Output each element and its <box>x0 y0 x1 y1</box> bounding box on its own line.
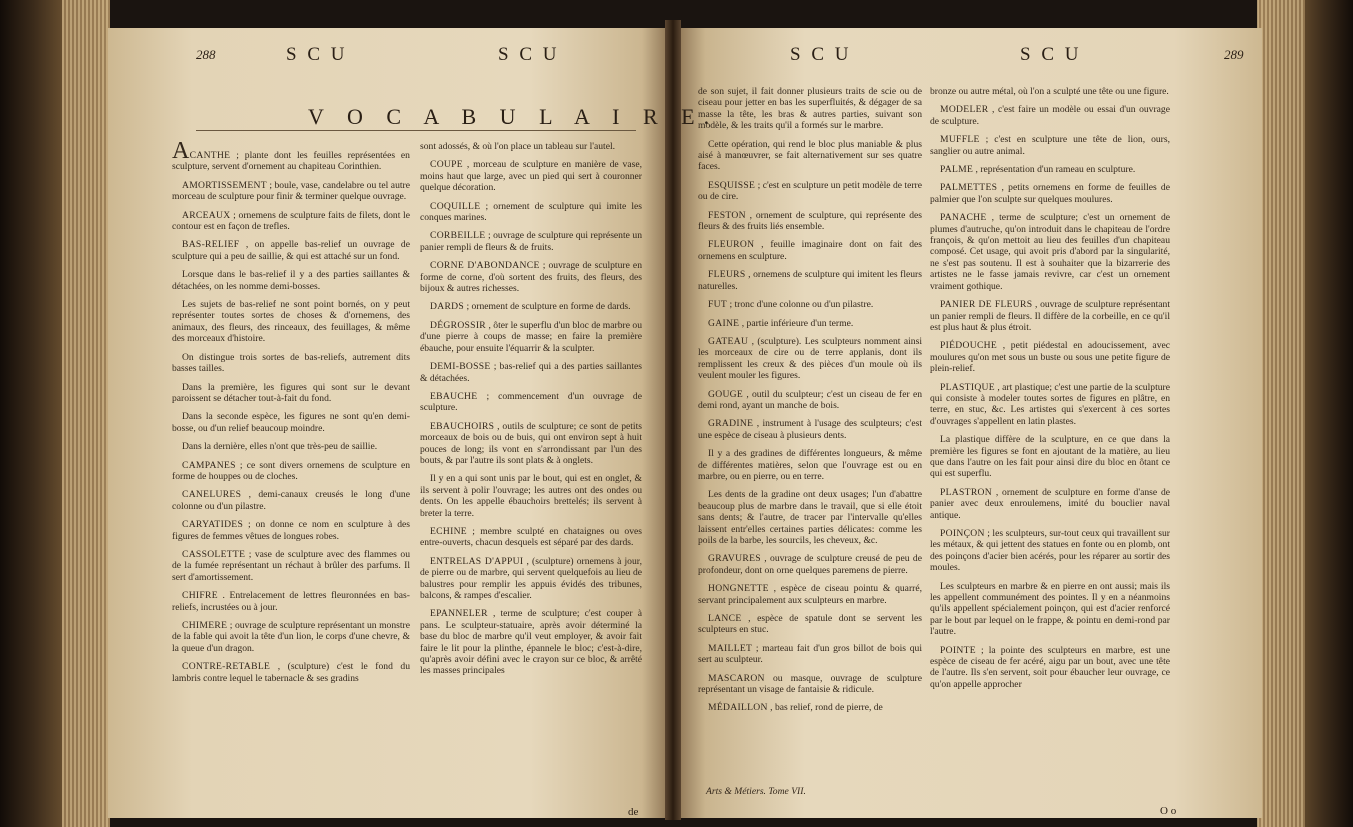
entry-paragraph <box>698 389 922 412</box>
entry-paragraph <box>930 382 1170 428</box>
entry-term: PLASTRON <box>940 486 992 498</box>
entry-paragraph <box>420 201 642 224</box>
entry-text: , petit piédestal en adoucissement, avec moulures qu'on met sous un buste ou sous une petite figure de plein-relief. <box>930 340 1171 375</box>
entry-text: , c'est faire un modèle ou essai d'un ouvrage de sculpture. <box>930 104 1170 127</box>
entry-paragraph <box>930 212 1170 292</box>
entry-text: , morceau de sculpture en manière de vase, moins haut que large, avec un pied qui sert à couronner quelque décoration. <box>420 159 642 194</box>
left-header-left: S C U <box>286 44 348 65</box>
entry-paragraph <box>930 487 1170 521</box>
entry-text: Les sculpteurs en marbre & en pierre en ont aussi; mais ils les appellent communément des pointes. Il y en a néanmoins qu'ils appellent spécialement poinçon, qui est d'acier renforcé par le bout par lequel on le frappe, & pointu en demi-rond par l'autre. <box>930 580 1170 638</box>
entry-paragraph <box>172 661 410 684</box>
entry-paragraph <box>930 528 1170 574</box>
entry-text: ; commencement d'un ouvrage de sculpture. <box>420 390 642 414</box>
entry-paragraph <box>420 556 642 602</box>
entry-text: , terme de sculpture; c'est un ornement de plumes d'autruche, qu'on introduit dans le chapiteau de l'ordre françois, & qu'on mettoit au lieu des feuilles d'un chapiteau composé. Cet usage, qui avoit pris d'abord par la singularité, ne s'est pas soutenu. Il est à souhaiter que la bizarrerie des artistes ne le fasse jamais revivre, car c'est un ornement vraiment gothique. <box>930 212 1170 292</box>
entry-term: PALME <box>940 164 974 176</box>
entry-term: LANCE <box>708 613 742 625</box>
left-column-1 <box>172 138 411 809</box>
entry-text: ; tronc d'une colonne ou d'un pilastre. <box>729 299 874 311</box>
entry-term: GAINE <box>708 317 740 329</box>
entry-term: ECHINE <box>430 525 467 537</box>
volume-footer: Arts & Métiers. Tome VII. <box>706 786 806 797</box>
entry-term: CORBEILLE <box>430 230 486 242</box>
entry-term: COUPE <box>430 159 463 171</box>
entry-term: PANACHE <box>940 212 987 224</box>
entry-text: . Entrelacement de lettres fleuronnées en bas-reliefs, incrustées ou à jour. <box>172 590 410 613</box>
entry-paragraph <box>172 299 410 345</box>
catchword: de <box>628 806 639 818</box>
entry-term: CHIFRE <box>182 590 218 602</box>
entry-term: CASSOLETTE <box>182 548 246 560</box>
entry-text: Il y en a qui sont unis par le bout, qui est en onglet, & ils servent à polir l'ouvrage; les autres ont des ondes ou dents. On les appelle ébauchoirs brettelés; ils servent à breter la terre. <box>420 473 642 519</box>
entry-text: de son sujet, il fait donner plusieurs traits de scie ou de ciseau pour jetter en bas les superfluités, & dégager de sa masse la tête, les bras & autres parties, suivant son modèle, & les traits qu'il a formés sur le marbre. <box>698 86 922 132</box>
entry-term: DARDS <box>430 301 465 313</box>
entry-text: ; ouvrage de sculpture représentant un monstre de la fable qui avoit la tête d'un lion, le corps d'une chevre, & la queue d'un dragon. <box>172 620 410 654</box>
entry-text: bronze ou autre métal, où l'on a sculpté une tête ou une figure. <box>930 86 1169 97</box>
entry-paragraph <box>698 336 922 382</box>
entry-text: ; membre sculpté en chataignes ou oves entre-ouverts, chacun desquels est séparé par des dards. <box>420 525 642 549</box>
entry-term: ARCEAUX <box>182 209 231 221</box>
entry-text: ; ornement de sculpture qui imite les conques marines. <box>420 200 643 224</box>
entry-paragraph <box>698 86 922 132</box>
entry-term: MÉDAILLON <box>708 702 768 714</box>
entry-term: PALMETTES <box>940 182 998 194</box>
entry-text: Les sujets de bas-relief ne sont point bornés, on y peut représenter toutes sortes de choses & d'ornemens, des animaux, des fleurs, des rinceaux, des feuillages, & même des morceaux d'histoire. <box>172 299 410 345</box>
entry-term: PLASTIQUE <box>940 381 995 393</box>
entry-paragraph <box>698 553 922 576</box>
signature-mark: O o <box>1160 805 1177 817</box>
entry-paragraph <box>172 549 410 583</box>
entry-paragraph <box>420 473 642 519</box>
entry-paragraph <box>698 299 922 310</box>
entry-paragraph <box>930 164 1170 175</box>
entry-term: GRAVURES <box>708 553 761 565</box>
entry-term: BAS-RELIEF <box>182 239 240 251</box>
entry-paragraph <box>930 182 1170 205</box>
entry-paragraph <box>172 620 410 654</box>
entry-paragraph <box>420 260 642 294</box>
entry-text: ; les sculpteurs, sur-tout ceux qui travaillent sur les métaux, & qui jettent des statues en fonte ou en plomb, ont des poinçons d'acier bien acérés, pour les réparer au sortir des moules. <box>930 528 1170 574</box>
entry-term: GATEAU <box>708 335 749 347</box>
entry-text: ; ouvrage de sculpture en forme de corne, d'où sortent des fruits, des fleurs, des bijoux & autres richesses. <box>420 260 642 295</box>
entry-text: , instrument à l'usage des sculpteurs; c'est une espèce de ciseau à plusieurs dents. <box>698 418 922 441</box>
left-header-right: S C U <box>498 44 560 65</box>
entry-term: HONGNETTE <box>708 583 769 595</box>
left-page-number: 288 <box>196 47 216 62</box>
entry-text: ou masque, ouvrage de sculpture représentant un visage de fantaisie & ridicule. <box>698 672 923 696</box>
entry-paragraph <box>172 460 410 483</box>
entry-term: POINÇON <box>940 528 985 539</box>
entry-term: CAMPANES <box>182 459 236 471</box>
entry-paragraph <box>172 138 410 173</box>
entry-term: COQUILLE <box>430 200 481 212</box>
vocabulary-title: V O C A B U L A I R E. <box>308 104 719 129</box>
entry-text: On distingue trois sortes de bas-reliefs, autrement dits basses tailles. <box>172 351 410 375</box>
entry-paragraph <box>172 441 410 452</box>
drop-letter: A <box>172 138 190 164</box>
entry-term: PIÉDOUCHE <box>940 340 998 352</box>
entry-term: AMORTISSEMENT <box>182 179 267 191</box>
entry-term: FUT <box>708 299 728 311</box>
entry-text: , espèce de ciseau pointu & quarré, servant principalement aux sculpteurs en marbre. <box>698 583 922 606</box>
title-rule <box>196 130 636 131</box>
entry-text: , terme de sculpture; c'est couper à pans. Le sculpteur-statuaire, après avoir déterminé la base du bloc de marbre qu'il veut employer, & avoir fait faire le lit pour la plinthe, épannele le bloc; c'est-à-dire, qu'après avoir défini avec le crayon sur ce bloc, & arrêté les masses principales <box>420 608 642 677</box>
entry-paragraph <box>420 301 642 312</box>
entry-paragraph <box>172 519 410 542</box>
entry-text: , (sculpture) ornemens à jour, de pierre ou de marbre, qui servent quelquefois au lieu de balustres pour remplir les appuis évidés des tribunes, balcons, & rampes d'escalier. <box>420 555 642 601</box>
entry-text: ; la pointe des sculpteurs en marbre, est une espèce de ciseau de fer acéré, aigu par un bout, avec une tête de l'autre. Ils s'en servent, soit pour ébaucher leur ouvrage, ce qu'on appelle approcher <box>930 644 1170 690</box>
entry-text: , demi-canaux creusés le long d'une colonne ou d'un pilastre. <box>172 489 410 512</box>
entry-term: ENTRELAS D'APPUI <box>430 555 524 567</box>
entry-text: , on appelle bas-relief un ouvrage de sculpture qui a peu de saillie, & qui est attaché sur un fond. <box>172 239 410 262</box>
entry-text: Cette opération, qui rend le bloc plus maniable & plus aisé à manœuvrer, se fait alternativement sur ses quatre faces. <box>698 138 922 173</box>
entry-text: ; vase de sculpture avec des flammes ou de la fumée représentant un réchaut à brûler des parfums. Il sert d'amortissement. <box>172 548 410 583</box>
entry-term: FESTON <box>708 209 746 221</box>
entry-paragraph <box>698 489 922 546</box>
entry-text: , (sculpture). Les sculpteurs nomment ainsi les morceaux de cire ou de terre applanis, dont ils remplissent les creux & des pièces d'un moule où ils veulent mouler les figures. <box>698 335 922 382</box>
entry-text: , art plastique; c'est une partie de la sculpture qui consiste à modeler toutes sortes de figures en plâtre, en terre, en stuc, &c. Les artistes qui s'exercent à ces sortes d'ouvrages s'appellent en latin plastes. <box>930 381 1170 427</box>
book-gutter <box>665 20 681 820</box>
entry-term: MODELER <box>940 104 989 116</box>
entry-text: , feuille imaginaire dont on fait des ornemens en sculpture. <box>698 239 922 262</box>
entry-paragraph <box>172 590 410 613</box>
right-column-2 <box>930 86 1170 800</box>
entry-term: POINTE <box>940 644 976 656</box>
entry-paragraph <box>698 239 922 262</box>
entry-term: CORNE D'ABONDANCE <box>430 260 540 272</box>
entry-paragraph <box>420 230 642 253</box>
entry-paragraph <box>930 86 1170 97</box>
entry-term: EPANNELER <box>430 608 488 620</box>
entry-text: , ouvrage de sculpture représentant un panier rempli de fleurs. Il diffère de la corbeille, en ce qu'il est plus haut & plus étroit. <box>930 299 1171 333</box>
entry-term: CANELURES <box>182 489 242 501</box>
entry-text: ; c'est en sculpture un petit modèle de terre ou de cire. <box>698 179 922 203</box>
entry-paragraph <box>420 141 642 152</box>
entry-term: EBAUCHOIRS <box>430 420 495 432</box>
entry-text: , outil du sculpteur; c'est un ciseau de fer en demi rond, ayant un manche de bois. <box>698 388 923 411</box>
entry-text: , représentation d'un rameau en sculpture. <box>975 164 1136 176</box>
entry-term <box>172 138 231 164</box>
entry-text: , ôter le superflu d'un bloc de marbre ou d'une pierre à coups de masse; en faire la première ébauche, pour ensuite l'équarrir & la sculpter. <box>420 319 642 354</box>
entry-paragraph <box>172 210 410 233</box>
entry-paragraph <box>172 411 410 434</box>
entry-text: , bas relief, rond de pierre, de <box>770 702 883 714</box>
right-page-number: 289 <box>1224 47 1244 62</box>
entry-text: ; marteau fait d'un gros billot de bois qui sert au sculpteur. <box>698 642 922 666</box>
entry-paragraph <box>420 320 642 354</box>
entry-paragraph <box>698 139 922 173</box>
entry-paragraph <box>172 269 410 292</box>
entry-text: , partie inférieure d'un terme. <box>741 317 854 329</box>
entry-paragraph <box>172 382 410 405</box>
entry-term: MUFFLE <box>940 134 980 146</box>
entry-term: FLEURS <box>708 269 746 281</box>
entry-paragraph <box>420 526 642 549</box>
entry-paragraph <box>930 581 1170 638</box>
entry-text: Dans la dernière, elles n'ont que très-peu de saillie. <box>182 441 378 453</box>
entry-paragraph <box>930 104 1170 127</box>
entry-term: ESQUISSE <box>708 179 756 191</box>
right-page-edges <box>1257 0 1305 827</box>
entry-paragraph <box>698 269 922 292</box>
entry-term: DEMI-BOSSE <box>430 361 491 373</box>
entry-paragraph <box>698 448 922 482</box>
entry-paragraph <box>420 361 642 384</box>
entry-text: ; ouvrage de sculpture qui représente un panier rempli de fleurs & de fruits. <box>420 230 642 253</box>
entry-term-rest: CANTHE <box>189 150 231 161</box>
entry-text: Il y a des gradines de différentes longueurs, & même de différentes matières, selon que l'ouvrage est ou en marbre, ou en pierre, ou en terre. <box>698 448 922 482</box>
entry-paragraph <box>698 318 922 329</box>
entry-paragraph <box>172 239 410 262</box>
left-column-2 <box>420 141 642 823</box>
entry-paragraph <box>172 180 410 203</box>
left-page-edges <box>62 0 110 827</box>
entry-paragraph <box>698 583 922 606</box>
entry-text: , espèce de spatule dont se servent les sculpteurs en stuc. <box>698 613 923 636</box>
entry-paragraph <box>698 702 922 713</box>
entry-term: EBAUCHE <box>430 390 478 402</box>
entry-paragraph <box>420 391 642 414</box>
entry-paragraph <box>698 643 922 666</box>
entry-paragraph <box>930 134 1170 157</box>
right-header-left: S C U <box>790 44 852 65</box>
entry-text: , ornemens de sculpture qui imitent les fleurs naturelles. <box>698 269 922 292</box>
entry-text: , ornement de sculpture en forme d'anse de panier avec deux enroulemens, imité du bouclier naval antique. <box>930 486 1170 521</box>
entry-term: MAILLET <box>708 642 753 654</box>
entry-paragraph <box>698 418 922 441</box>
entry-text: , ornement de sculpture, qui représente des fleurs & des fruits liés ensemble. <box>698 209 922 233</box>
entry-term: GOUGE <box>708 388 744 400</box>
entry-paragraph <box>172 489 410 512</box>
entry-text: Lorsque dans le bas-relief il y a des parties saillantes & détachées, on les nomme demi-bosses. <box>172 269 410 292</box>
entry-paragraph <box>930 299 1170 333</box>
entry-text: , (sculpture) c'est le fond du lambris contre lequel le tabernacle & ses gradins <box>172 661 410 684</box>
right-header-right: S C U <box>1020 44 1082 65</box>
entry-term: PANIER DE FLEURS <box>940 299 1033 311</box>
entry-term: MASCARON <box>708 672 765 684</box>
entry-paragraph <box>930 434 1170 480</box>
entry-term: DÉGROSSIR <box>430 319 487 331</box>
entry-paragraph <box>698 180 922 203</box>
entry-term: GRADINE <box>708 418 754 430</box>
entry-text: ; ornemens de sculpture faits de filets, dont le contour est en façon de trefles. <box>172 209 410 233</box>
entry-paragraph <box>930 340 1170 374</box>
entry-paragraph <box>698 210 922 233</box>
entry-text: Les dents de la gradine ont deux usages; l'un d'abattre beaucoup plus de marbre dans le travail, que si elle étoit sans dents; & l'autre, de tracer par l'intervalle qu'elles laissent entr'elles certaines parties délicates: comme les poils de la barbe, les sourcils, les cheveux, &c. <box>698 489 922 546</box>
entry-text: La plastique diffère de la sculpture, en ce que dans la première les figures se font en ajoutant de la matière, au lieu que dans l'autre on les fait pour ainsi dire du bloc en ôtant ce qui est superflu. <box>930 434 1170 480</box>
entry-term: CHIMERE <box>182 620 228 631</box>
entry-text: ; c'est en sculpture une tête de lion, ours, sanglier ou autre animal. <box>930 134 1170 157</box>
entry-text: , ouvrage de sculpture creusé de peu de profondeur, dont on orne quelques paremens de pierre. <box>698 553 922 576</box>
entry-paragraph <box>420 421 642 467</box>
entry-paragraph <box>420 159 642 193</box>
entry-text: , petits ornemens en forme de feuilles de palmier que l'on sculpte sur quelques moulures. <box>930 182 1170 205</box>
entry-text: ; boule, vase, candelabre ou tel autre morceau de sculpture pour finir & terminer quelque ouvrage. <box>172 179 410 203</box>
entry-paragraph <box>698 673 922 696</box>
entry-text: ; ce sont divers ornemens de sculpture en forme de houppes ou de cloches. <box>172 459 411 482</box>
entry-term: CARYATIDES <box>182 519 244 531</box>
entry-text: , outils de sculpture; ce sont de petits morceaux de bois ou de buis, qui ont environ sept à huit pouces de long; ils vont en s'arrondissant par l'un des bouts, & par l'autre ils sont plats & à onglets. <box>420 420 642 466</box>
entry-text: Dans la première, les figures qui sont sur le devant paroissent se détacher tout-à-fait du fond. <box>172 381 410 404</box>
right-column-1 <box>698 86 922 786</box>
entry-text: ; on donne ce nom en sculpture à des figures de femmes vêtues de longues robes. <box>172 519 411 542</box>
entry-term: CONTRE-RETABLE <box>182 661 271 673</box>
entry-text: ; ornement de sculpture en forme de dards. <box>466 301 631 313</box>
entry-text: ; bas-relief qui a des parties saillantes & détachées. <box>420 361 642 384</box>
entry-term: FLEURON <box>708 239 755 251</box>
entry-text: ; plante dont les feuilles représentées en sculpture, servent d'ornement au chapiteau Corinthien. <box>172 150 410 173</box>
entry-paragraph <box>930 645 1170 691</box>
entry-paragraph <box>172 352 410 375</box>
entry-paragraph <box>698 613 922 636</box>
entry-text: sont adossés, & où l'on place un tableau sur l'autel. <box>420 141 616 152</box>
entry-text: Dans la seconde espèce, les figures ne sont qu'en demi-bosse, ou d'un relief beaucoup moindre. <box>172 411 410 434</box>
entry-paragraph <box>420 608 642 676</box>
